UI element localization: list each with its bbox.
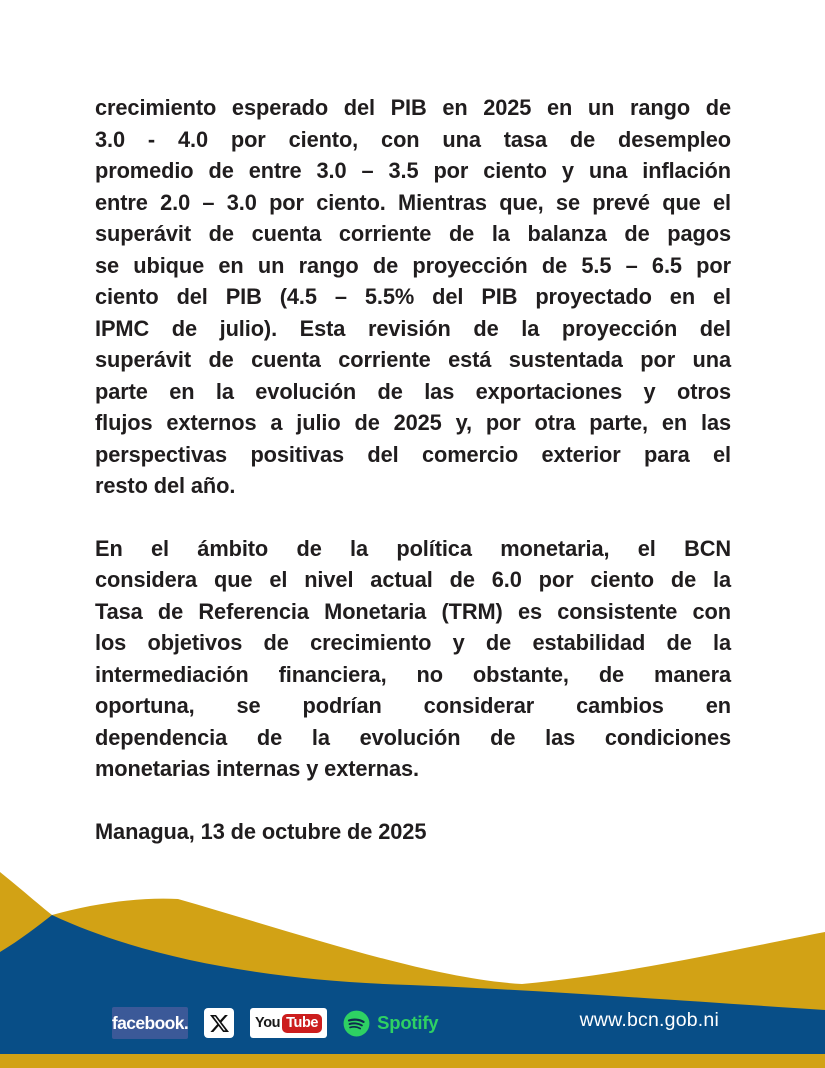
text-line: intermediación financiera, no obstante, de manera bbox=[95, 661, 731, 687]
spotify-wordmark: Spotify bbox=[377, 1012, 439, 1033]
paragraph-2 bbox=[95, 533, 731, 785]
youtube-wordmark-tube: Tube bbox=[282, 1014, 322, 1033]
social-links-row bbox=[112, 1006, 438, 1040]
spotify-link[interactable] bbox=[343, 1010, 438, 1037]
spotify-icon bbox=[343, 1010, 370, 1037]
facebook-wordmark: facebook. bbox=[111, 1012, 189, 1033]
text-line: En el ámbito de la política monetaria, el BCN bbox=[95, 535, 731, 561]
text-line: se ubique en un rango de proyección de 5.5 – 6.5 por bbox=[95, 252, 731, 278]
document-body bbox=[95, 92, 731, 847]
text-line: considera que el nivel actual de 6.0 por ciento de la bbox=[95, 567, 731, 592]
text-line: resto del año. bbox=[95, 473, 236, 498]
text-line: promedio de entre 3.0 – 3.5 por ciento y una inflación bbox=[95, 158, 731, 183]
text-line: flujos externos a julio de 2025 y, por otra parte, en las bbox=[95, 410, 731, 435]
website-url[interactable]: www.bcn.gob.ni bbox=[579, 1009, 719, 1031]
text-line: entre 2.0 – 3.0 por ciento. Mientras que, se prevé que el bbox=[95, 189, 731, 215]
x-icon bbox=[210, 1014, 229, 1033]
text-line: monetarias internas y externas. bbox=[95, 756, 420, 781]
text-line: perspectivas positivas del comercio exterior para el bbox=[95, 441, 731, 467]
text-line: IPMC de julio). Esta revisión de la proyección del bbox=[95, 315, 731, 341]
text-line: oportuna, se podrían considerar cambios en bbox=[95, 693, 731, 718]
facebook-link[interactable] bbox=[112, 1007, 188, 1039]
youtube-wordmark-you: You bbox=[255, 1015, 281, 1031]
text-line: superávit de cuenta corriente está sustentada por una bbox=[95, 347, 731, 372]
text-line: Tasa de Referencia Monetaria (TRM) es consistente con bbox=[95, 598, 731, 624]
dateline: Managua, 13 de octubre de 2025 bbox=[95, 818, 427, 844]
youtube-link[interactable] bbox=[250, 1008, 327, 1038]
text-line: superávit de cuenta corriente de la balanza de pagos bbox=[95, 221, 731, 246]
text-line: 3.0 - 4.0 por ciento, con una tasa de desempleo bbox=[95, 126, 731, 152]
text-line: parte en la evolución de las exportaciones y otros bbox=[95, 378, 731, 404]
x-twitter-link[interactable] bbox=[204, 1008, 234, 1038]
text-line: los objetivos de crecimiento y de estabilidad de la bbox=[95, 630, 731, 655]
text-line: dependencia de la evolución de las condiciones bbox=[95, 724, 731, 750]
paragraph-1 bbox=[95, 92, 731, 502]
text-line: ciento del PIB (4.5 – 5.5% del PIB proyectado en el bbox=[95, 284, 731, 309]
text-line: crecimiento esperado del PIB en 2025 en un rango de bbox=[95, 95, 731, 120]
